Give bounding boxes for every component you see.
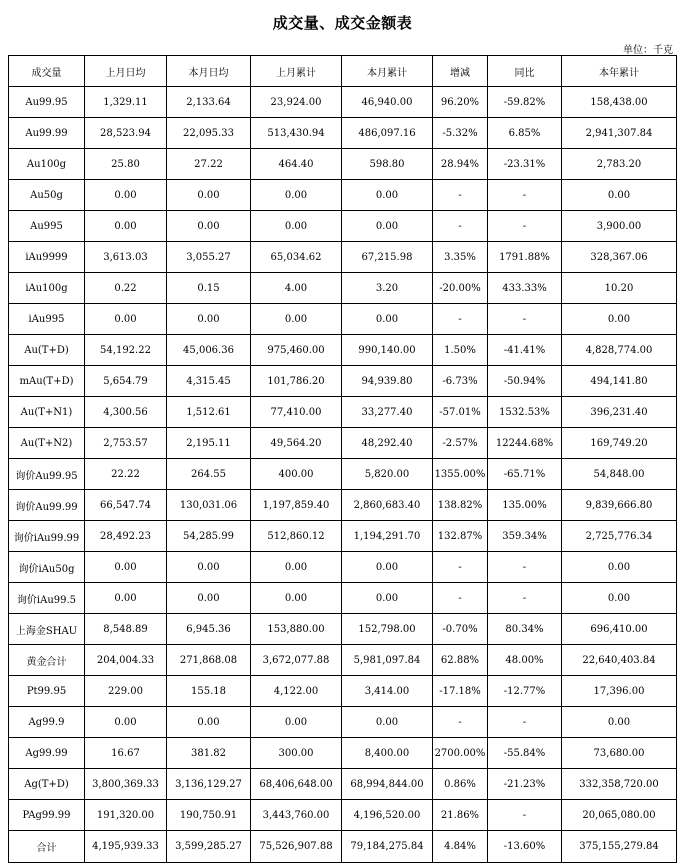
table-row (9, 738, 677, 769)
table-cell: 67,215.98 (342, 242, 433, 273)
table-row (9, 645, 677, 676)
table-cell: 0.00 (167, 583, 251, 614)
table-cell: 0.86% (433, 769, 488, 800)
table-cell: - (433, 552, 488, 583)
table-row (9, 428, 677, 459)
table-cell: 0.00 (251, 707, 342, 738)
row-label-cell: iAu100g (9, 273, 85, 304)
table-cell: 0.00 (85, 180, 167, 211)
table-cell: -0.70% (433, 614, 488, 645)
row-label-cell: 合计 (9, 831, 85, 863)
table-row (9, 180, 677, 211)
row-label-cell: Au(T+N2) (9, 428, 85, 459)
table-cell: 0.00 (562, 707, 677, 738)
table-cell: 0.00 (85, 552, 167, 583)
table-row (9, 707, 677, 738)
table-cell: 130,031.06 (167, 490, 251, 521)
table-cell: - (433, 583, 488, 614)
table-cell: 300.00 (251, 738, 342, 769)
table-cell: 46,940.00 (342, 87, 433, 118)
row-label-cell: iAu995 (9, 304, 85, 335)
table-cell: 33,277.40 (342, 397, 433, 428)
table-cell: 4,195,939.33 (85, 831, 167, 863)
table-cell: 3.20 (342, 273, 433, 304)
table-cell: 6.85% (488, 118, 562, 149)
table-cell: 152,798.00 (342, 614, 433, 645)
column-header: 增减 (433, 56, 488, 87)
column-header: 上月日均 (85, 56, 167, 87)
table-cell: -57.01% (433, 397, 488, 428)
table-cell: 80.34% (488, 614, 562, 645)
table-cell: 138.82% (433, 490, 488, 521)
table-cell: 2,133.64 (167, 87, 251, 118)
table-row (9, 273, 677, 304)
table-cell: 94,939.80 (342, 366, 433, 397)
table-cell: -20.00% (433, 273, 488, 304)
table-cell: 1,512.61 (167, 397, 251, 428)
table-cell: 16.67 (85, 738, 167, 769)
table-cell: 3,136,129.27 (167, 769, 251, 800)
table-cell: 598.80 (342, 149, 433, 180)
table-cell: 3,414.00 (342, 676, 433, 707)
table-cell: 12244.68% (488, 428, 562, 459)
table-cell: 0.00 (251, 552, 342, 583)
table-cell: 0.00 (85, 211, 167, 242)
table-cell: 4.84% (433, 831, 488, 863)
table-cell: -5.32% (433, 118, 488, 149)
table-row (9, 490, 677, 521)
table-cell: 0.00 (342, 583, 433, 614)
table-cell: 375,155,279.84 (562, 831, 677, 863)
table-cell: 2,753.57 (85, 428, 167, 459)
table-cell: 204,004.33 (85, 645, 167, 676)
table-cell: 54,192.22 (85, 335, 167, 366)
row-label-cell: 上海金SHAU (9, 614, 85, 645)
table-row (9, 87, 677, 118)
table-cell: 2,860,683.40 (342, 490, 433, 521)
table-row (9, 769, 677, 800)
table-cell: 0.00 (562, 583, 677, 614)
table-row (9, 335, 677, 366)
table-cell: 0.00 (251, 211, 342, 242)
table-cell: 0.00 (85, 707, 167, 738)
table-cell: 4,196,520.00 (342, 800, 433, 831)
table-cell: -59.82% (488, 87, 562, 118)
table-cell: 45,006.36 (167, 335, 251, 366)
table-cell: 65,034.62 (251, 242, 342, 273)
table-cell: - (488, 583, 562, 614)
table-cell: 0.00 (342, 552, 433, 583)
table-cell: 3,613.03 (85, 242, 167, 273)
row-label-cell: Au50g (9, 180, 85, 211)
table-cell: 3,599,285.27 (167, 831, 251, 863)
table-row (9, 800, 677, 831)
table-cell: - (488, 304, 562, 335)
table-cell: 2,783.20 (562, 149, 677, 180)
table-cell: 381.82 (167, 738, 251, 769)
row-label-cell: 询价iAu50g (9, 552, 85, 583)
table-row (9, 397, 677, 428)
table-cell: 190,750.91 (167, 800, 251, 831)
table-cell: 0.00 (251, 180, 342, 211)
table-cell: 3,800,369.33 (85, 769, 167, 800)
table-cell: 5,981,097.84 (342, 645, 433, 676)
row-label-cell: 询价iAu99.99 (9, 521, 85, 552)
table-cell: 0.00 (342, 180, 433, 211)
table-cell: 0.00 (167, 211, 251, 242)
row-label-cell: Au(T+D) (9, 335, 85, 366)
table-cell: 0.00 (342, 304, 433, 335)
table-cell: 9,839,666.80 (562, 490, 677, 521)
row-label-cell: Au(T+N1) (9, 397, 85, 428)
table-cell: - (433, 707, 488, 738)
table-cell: 48,292.40 (342, 428, 433, 459)
table-cell: -13.60% (488, 831, 562, 863)
table-row (9, 614, 677, 645)
table-cell: 264.55 (167, 459, 251, 490)
table-cell: 22,095.33 (167, 118, 251, 149)
table-cell: 0.00 (251, 304, 342, 335)
table-cell: 22,640,403.84 (562, 645, 677, 676)
table-cell: 20,065,080.00 (562, 800, 677, 831)
table-row (9, 831, 677, 863)
table-cell: 17,396.00 (562, 676, 677, 707)
column-header: 同比 (488, 56, 562, 87)
table-cell: 3,672,077.88 (251, 645, 342, 676)
table-cell: -12.77% (488, 676, 562, 707)
table-cell: 8,400.00 (342, 738, 433, 769)
table-cell: 132.87% (433, 521, 488, 552)
unit-label: 单位：千克 (623, 45, 673, 56)
table-cell: 4,828,774.00 (562, 335, 677, 366)
table-cell: 28,492.23 (85, 521, 167, 552)
table-cell: 1532.53% (488, 397, 562, 428)
table-cell: 464.40 (251, 149, 342, 180)
row-label-cell: 询价Au99.99 (9, 490, 85, 521)
table-cell: 696,410.00 (562, 614, 677, 645)
row-label-cell: PAg99.99 (9, 800, 85, 831)
table-cell: 0.00 (85, 583, 167, 614)
table-cell: 396,231.40 (562, 397, 677, 428)
table-cell: 169,749.20 (562, 428, 677, 459)
row-label-cell: Ag(T+D) (9, 769, 85, 800)
table-cell: 1355.00% (433, 459, 488, 490)
trading-volume-table (8, 55, 677, 863)
table-cell: 5,654.79 (85, 366, 167, 397)
table-cell: -65.71% (488, 459, 562, 490)
table-cell: -2.57% (433, 428, 488, 459)
table-cell: 4,122.00 (251, 676, 342, 707)
table-cell: -50.94% (488, 366, 562, 397)
table-row (9, 552, 677, 583)
table-cell: 0.00 (251, 583, 342, 614)
table-cell: - (488, 707, 562, 738)
table-cell: 0.00 (167, 552, 251, 583)
table-cell: -17.18% (433, 676, 488, 707)
table-row (9, 118, 677, 149)
table-cell: 68,994,844.00 (342, 769, 433, 800)
row-label-cell: 询价Au99.95 (9, 459, 85, 490)
table-cell: 158,438.00 (562, 87, 677, 118)
table-cell: 494,141.80 (562, 366, 677, 397)
table-cell: 135.00% (488, 490, 562, 521)
table-cell: 4,315.45 (167, 366, 251, 397)
table-cell: 10.20 (562, 273, 677, 304)
table-cell: 8,548.89 (85, 614, 167, 645)
table-cell: -23.31% (488, 149, 562, 180)
table-cell: 54,285.99 (167, 521, 251, 552)
table-row (9, 304, 677, 335)
row-label-cell: iAu9999 (9, 242, 85, 273)
row-label-cell: Au99.99 (9, 118, 85, 149)
table-header-row (9, 56, 677, 87)
table-cell: - (488, 180, 562, 211)
table-cell: 0.00 (167, 304, 251, 335)
table-cell: -21.23% (488, 769, 562, 800)
table-row (9, 459, 677, 490)
table-cell: 1791.88% (488, 242, 562, 273)
table-cell: 6,945.36 (167, 614, 251, 645)
table-cell: 48.00% (488, 645, 562, 676)
table-cell: 328,367.06 (562, 242, 677, 273)
table-cell: 79,184,275.84 (342, 831, 433, 863)
table-cell: 2700.00% (433, 738, 488, 769)
table-cell: 66,547.74 (85, 490, 167, 521)
table-cell: 3,900.00 (562, 211, 677, 242)
column-header: 成交量 (9, 56, 85, 87)
column-header: 本月累计 (342, 56, 433, 87)
table-row (9, 366, 677, 397)
table-row (9, 211, 677, 242)
table-cell: 28,523.94 (85, 118, 167, 149)
table-cell: 400.00 (251, 459, 342, 490)
column-header: 上月累计 (251, 56, 342, 87)
table-cell: 1,329.11 (85, 87, 167, 118)
table-cell: 512,860.12 (251, 521, 342, 552)
table-cell: 101,786.20 (251, 366, 342, 397)
table-cell: -55.84% (488, 738, 562, 769)
table-cell: 271,868.08 (167, 645, 251, 676)
table-cell: 191,320.00 (85, 800, 167, 831)
table-cell: 486,097.16 (342, 118, 433, 149)
table-cell: -6.73% (433, 366, 488, 397)
table-cell: 0.00 (167, 180, 251, 211)
table-cell: - (433, 211, 488, 242)
table-row (9, 242, 677, 273)
table-cell: 359.34% (488, 521, 562, 552)
column-header: 本年累计 (562, 56, 677, 87)
table-cell: 0.00 (342, 707, 433, 738)
table-cell: 27.22 (167, 149, 251, 180)
table-cell: 62.88% (433, 645, 488, 676)
table-cell: 25.80 (85, 149, 167, 180)
table-cell: 975,460.00 (251, 335, 342, 366)
row-label-cell: Au995 (9, 211, 85, 242)
table-cell: 1,194,291.70 (342, 521, 433, 552)
table-cell: - (488, 800, 562, 831)
table-row (9, 583, 677, 614)
table-cell: 4,300.56 (85, 397, 167, 428)
table-cell: - (433, 180, 488, 211)
table-row (9, 149, 677, 180)
table-cell: -41.41% (488, 335, 562, 366)
table-cell: 433.33% (488, 273, 562, 304)
table-cell: 0.00 (167, 707, 251, 738)
row-label-cell: Au100g (9, 149, 85, 180)
row-label-cell: 询价iAu99.5 (9, 583, 85, 614)
table-cell: 73,680.00 (562, 738, 677, 769)
table-cell: 77,410.00 (251, 397, 342, 428)
row-label-cell: mAu(T+D) (9, 366, 85, 397)
table-cell: 0.00 (342, 211, 433, 242)
table-cell: - (433, 304, 488, 335)
table-cell: 155.18 (167, 676, 251, 707)
table-cell: 54,848.00 (562, 459, 677, 490)
table-cell: 3.35% (433, 242, 488, 273)
table-cell: 153,880.00 (251, 614, 342, 645)
table-cell: 3,055.27 (167, 242, 251, 273)
table-row (9, 521, 677, 552)
table-cell: 2,941,307.84 (562, 118, 677, 149)
table-cell: 22.22 (85, 459, 167, 490)
table-cell: 0.00 (85, 304, 167, 335)
table-cell: 4.00 (251, 273, 342, 304)
table-row (9, 676, 677, 707)
row-label-cell: Ag99.99 (9, 738, 85, 769)
table-body (9, 87, 677, 863)
table-cell: 1.50% (433, 335, 488, 366)
column-header: 本月日均 (167, 56, 251, 87)
table-cell: 23,924.00 (251, 87, 342, 118)
table-cell: 0.00 (562, 304, 677, 335)
row-label-cell: Pt99.95 (9, 676, 85, 707)
table-cell: 0.00 (562, 180, 677, 211)
table-cell: 96.20% (433, 87, 488, 118)
table-cell: 5,820.00 (342, 459, 433, 490)
row-label-cell: Au99.95 (9, 87, 85, 118)
table-cell: 1,197,859.40 (251, 490, 342, 521)
table-cell: 2,195.11 (167, 428, 251, 459)
table-cell: - (488, 211, 562, 242)
table-cell: 229.00 (85, 676, 167, 707)
table-cell: 0.22 (85, 273, 167, 304)
row-label-cell: Ag99.9 (9, 707, 85, 738)
table-cell: 49,564.20 (251, 428, 342, 459)
table-cell: 990,140.00 (342, 335, 433, 366)
row-label-cell: 黄金合计 (9, 645, 85, 676)
table-cell: 68,406,648.00 (251, 769, 342, 800)
table-cell: 0.00 (562, 552, 677, 583)
table-cell: 2,725,776.34 (562, 521, 677, 552)
table-cell: - (488, 552, 562, 583)
table-cell: 0.15 (167, 273, 251, 304)
table-cell: 28.94% (433, 149, 488, 180)
table-cell: 3,443,760.00 (251, 800, 342, 831)
table-cell: 21.86% (433, 800, 488, 831)
table-cell: 513,430.94 (251, 118, 342, 149)
table-cell: 332,358,720.00 (562, 769, 677, 800)
page-title: 成交量、成交金额表 (272, 14, 413, 32)
table-cell: 75,526,907.88 (251, 831, 342, 863)
